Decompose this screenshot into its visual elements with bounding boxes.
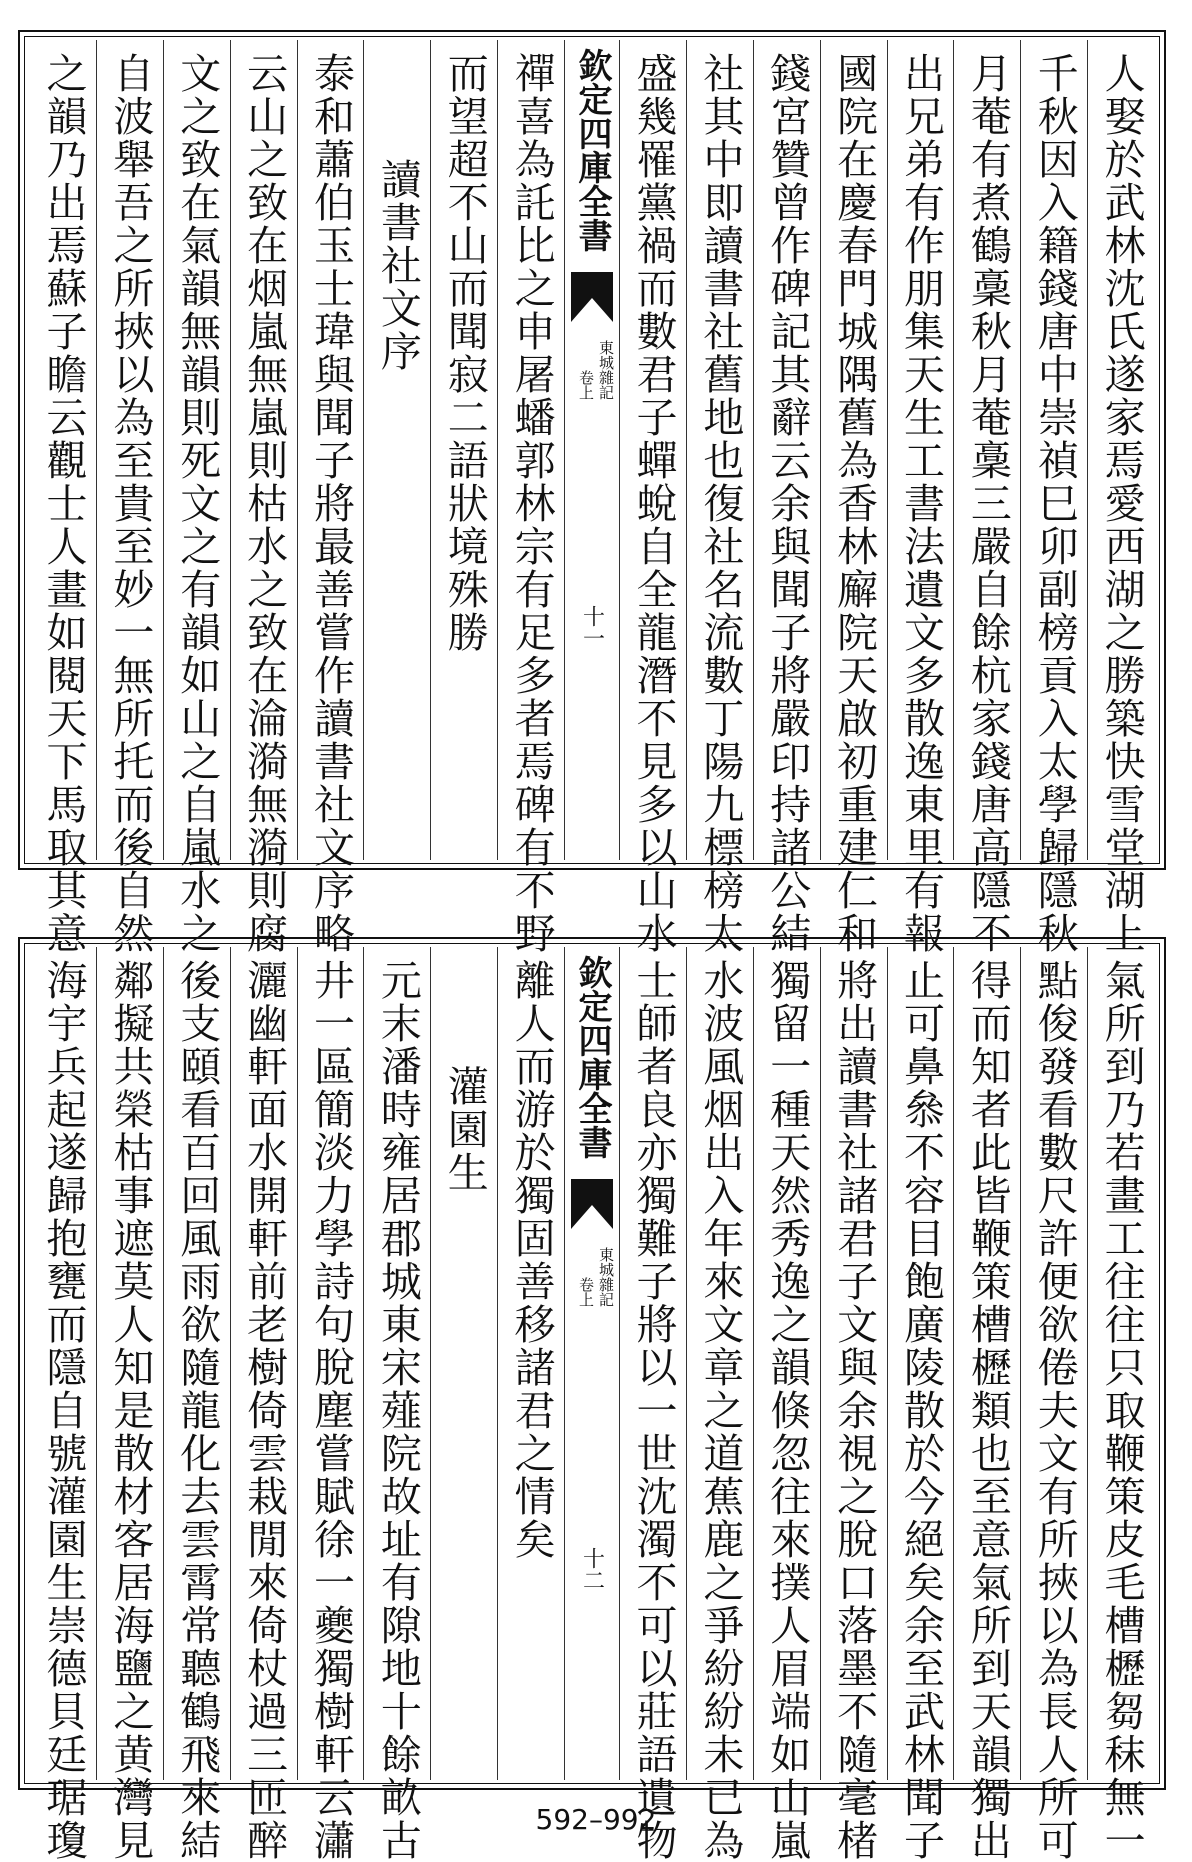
text-column: [753, 947, 820, 1862]
text-column: [887, 40, 954, 955]
column-text: 鄰擬共榮枯事遮莫人知是散材客居海鹽之黄灣見: [106, 959, 155, 1862]
column-text: 盛幾罹黨禍而數君子蟬蛻自全龍潛不見多以山水: [629, 52, 678, 955]
text-column: [953, 947, 1020, 1862]
top-page-columns: [30, 40, 1154, 955]
text-column: [363, 947, 430, 1862]
book-title: 東城雜記: [597, 1247, 615, 1307]
center-gutter: [564, 40, 619, 860]
text-column: [297, 947, 364, 1862]
column-text: 泰和蕭伯玉士瑋與聞子將最善嘗作讀書社文序略: [306, 52, 355, 955]
fishtail-mark-icon: [571, 1179, 613, 1229]
collection-title: 欽定四庫全書: [572, 955, 612, 1159]
column-text: 獨留一種天然秀逸之韻倏忽往來撲人眉端如山嵐: [763, 959, 812, 1862]
column-text: 文之致在氣韻無韻則死文之有韻如山之自嵐水之: [173, 52, 222, 955]
text-column: [497, 947, 564, 1780]
text-column: [96, 947, 163, 1862]
column-text: 將出讀書社諸君子文與余視之脫口落墨不隨毫楮: [830, 959, 879, 1862]
leaf-number: 十一: [579, 605, 605, 649]
column-text: 云山之致在烟嵐無嵐則枯水之致在淪漪無漪則腐: [240, 52, 289, 955]
book-title: 東城雜記: [597, 340, 615, 400]
column-text: 社其中即讀書社舊地也復社名流數丁陽九標榜太: [696, 52, 745, 955]
column-text: 而望超不山而聞寂二語狀境殊勝: [440, 52, 489, 654]
text-column: [497, 40, 564, 955]
text-column: [1020, 40, 1087, 955]
column-text: 水波風烟出入年來文章之道蕉鹿之爭紛紛未已為: [696, 959, 745, 1862]
text-column: [163, 40, 230, 955]
column-text: 離人而游於獨固善移諸君之情矣: [507, 959, 556, 1561]
column-text: 出兄弟有作朋集天生工書法遺文多散逸東里有報: [896, 52, 945, 955]
column-text: 得而知者此皆鞭策槽櫪類也至意氣所到天韻獨出: [963, 959, 1012, 1862]
column-text: 自波舉吾之所挾以為至貴至妙一無所托而後自然: [106, 52, 155, 955]
column-text: 月菴有煮鶴稾秋月菴稾三嚴自餘杭家錢唐高隱不: [963, 52, 1012, 955]
column-text: 士師者良亦獨難子將以一世沈濁不可以莊語遺物: [629, 959, 678, 1862]
text-column: [230, 947, 297, 1862]
fishtail-mark-icon: [571, 272, 613, 322]
column-text: 錢宮贊曾作碑記其辭云余與聞子將嚴印持諸公結: [763, 52, 812, 955]
text-column: [230, 40, 297, 955]
column-text: 元末潘時雍居郡城東宋薤院故址有隙地十餘畝古: [373, 959, 422, 1862]
text-column: [1087, 40, 1154, 955]
volume-label: 卷上: [577, 370, 595, 400]
column-text: 之韻乃出焉蘇子瞻云觀士人畫如閱天下馬取其意: [39, 52, 88, 955]
text-column: [96, 40, 163, 955]
page-number: 592–992: [535, 1803, 657, 1836]
column-text: 點俊發看數尺許便欲倦夫文有所挾以為長人所可: [1030, 959, 1079, 1862]
column-text: 氣所到乃若畫工往往只取鞭策皮毛槽櫪芻秣無一: [1097, 959, 1146, 1862]
column-text: 人娶於武林沈氏遂家焉愛西湖之勝築快雪堂湖上: [1097, 52, 1146, 955]
text-column: [953, 40, 1020, 955]
center-gutter: [564, 947, 619, 1780]
column-text: 後支頤看百回風雨欲隨龍化去雲霄常聽鶴飛來結: [173, 959, 222, 1862]
column-text: 止可鼻叅不容目飽廣陵散於今絕矣余至武林聞子: [896, 959, 945, 1862]
text-column: [619, 947, 686, 1862]
text-column: [430, 947, 497, 1780]
volume-label: 卷上: [577, 1277, 595, 1307]
text-column: [30, 947, 96, 1862]
text-column: [1087, 947, 1154, 1862]
text-column: [297, 40, 364, 955]
text-column: [619, 40, 686, 955]
text-column: [887, 947, 954, 1862]
column-text: 海宇兵起遂歸抱甕而隱自號灌園生崇德貝廷琚瓊: [39, 959, 88, 1862]
text-column: [686, 40, 753, 955]
text-column: [686, 947, 753, 1862]
text-column: [30, 40, 96, 955]
section-heading: 讀書社文序: [373, 158, 422, 373]
column-text: 千秋因入籍錢唐中崇禎巳卯副榜貢入太學歸隱秋: [1030, 52, 1079, 955]
section-heading: 灌園生: [440, 1065, 489, 1194]
column-text: 井一區簡淡力學詩句脫塵嘗賦徐一夔獨樹軒云瀟: [306, 959, 355, 1862]
top-page-frame: [18, 30, 1166, 955]
text-column: [820, 947, 887, 1862]
text-column: [820, 40, 887, 955]
text-column: [363, 40, 430, 860]
text-column: [430, 40, 497, 860]
column-text: 灑幽軒面水開軒前老樹倚雲栽閒來倚杖過三匝醉: [240, 959, 289, 1862]
collection-title: 欽定四庫全書: [572, 48, 612, 252]
column-text: 禪喜為託比之申屠蟠郭林宗有足多者焉碑有不野: [507, 52, 556, 955]
leaf-number: 十二: [579, 1547, 605, 1591]
text-column: [163, 947, 230, 1862]
text-column: [1020, 947, 1087, 1862]
column-text: 國院在慶春門城隅舊為香林廨院天啟初重建仁和: [830, 52, 879, 955]
text-column: [753, 40, 820, 955]
